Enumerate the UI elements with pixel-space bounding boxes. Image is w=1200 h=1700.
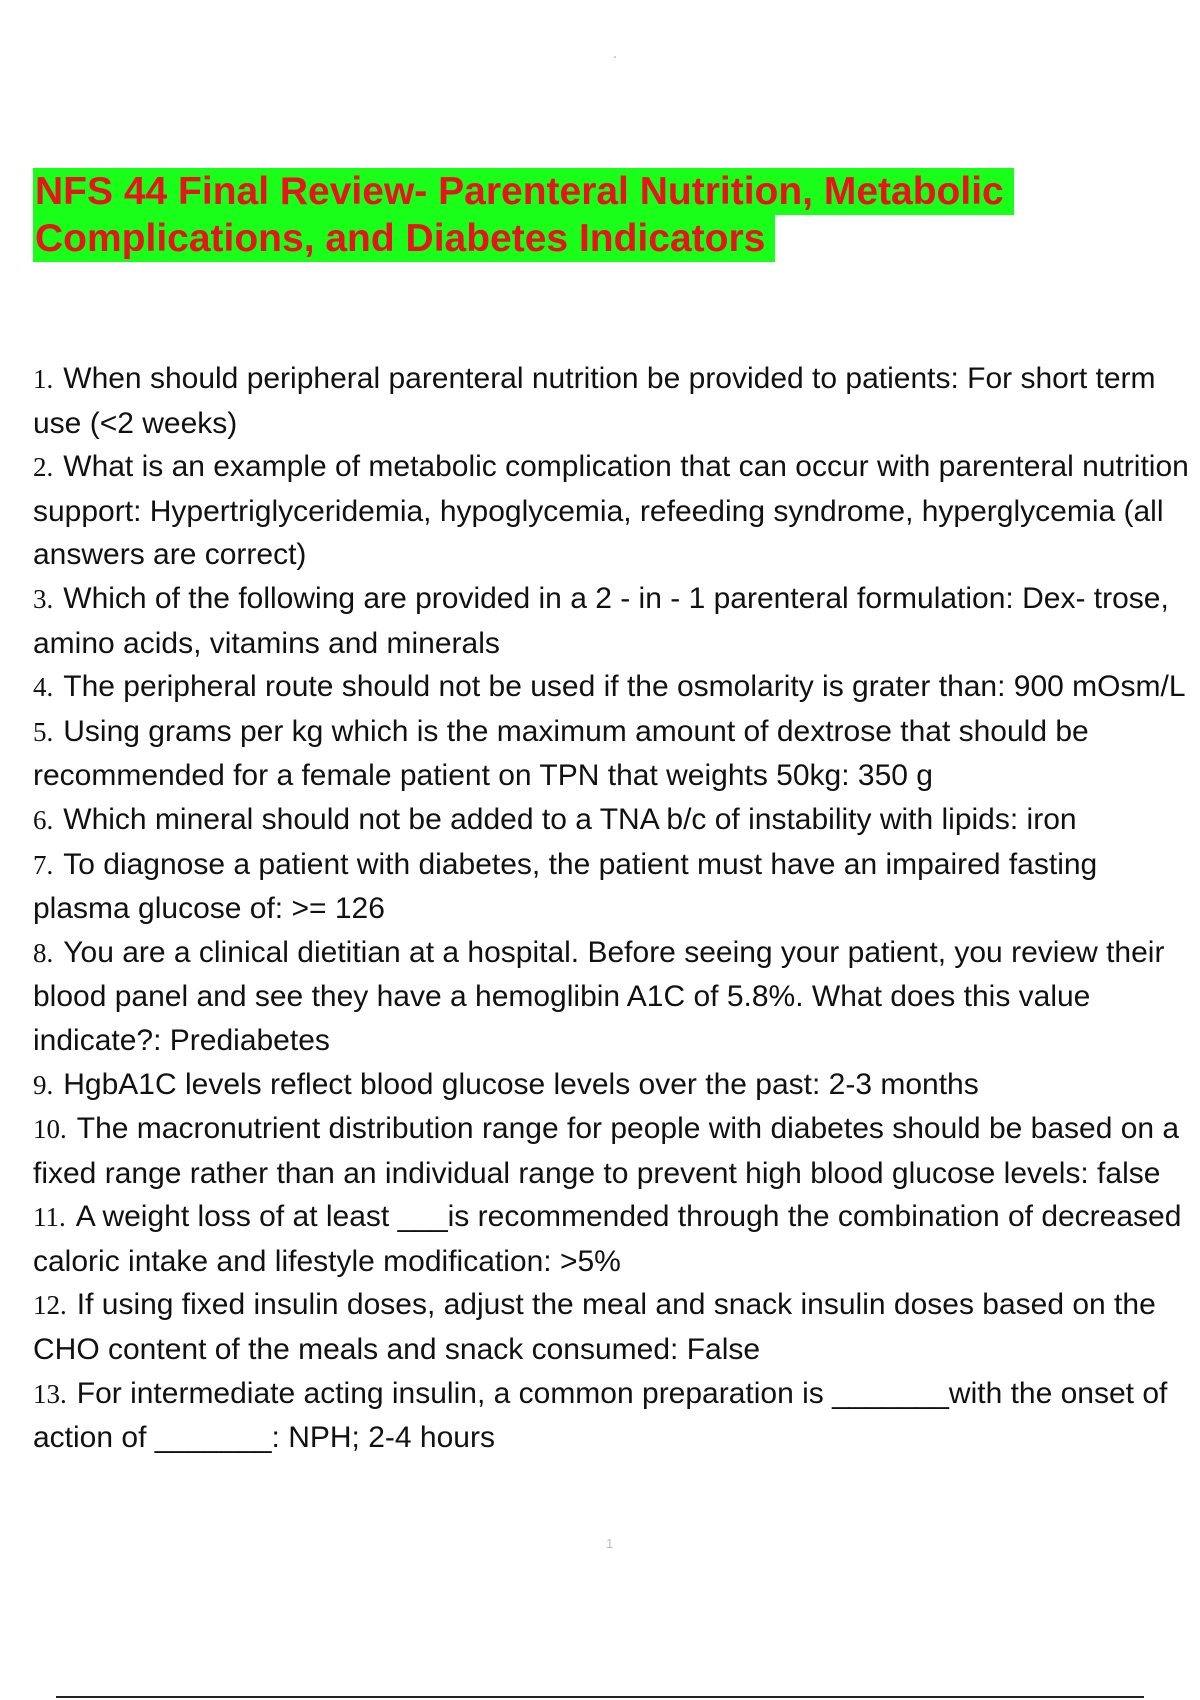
question-item [33,843,1193,931]
question-number: 10. [33,1114,67,1145]
question-text: Which mineral should not be added to a TNA b/c of instability with lipids: [63,802,1019,836]
question-answer: Hypertriglyceridemia, hypoglycemia, refeeding syndrome, hyperglycemia (all answers are correct) [33,494,1164,572]
question-number: 9. [33,1069,54,1100]
question-number: 7. [33,849,54,880]
bottom-rule [56,1696,1144,1698]
question-answer: false [1097,1156,1161,1190]
question-text: What is an example of metabolic complication that can occur with parenteral nutrition support: [33,450,1189,528]
question-text: For intermediate acting insulin, a common preparation is _______with the onset of action of _______: [33,1376,1168,1455]
question-item [33,577,1193,665]
question-item [33,665,1193,710]
question-text: Using grams per kg which is the maximum amount of dextrose that should be recommended for a female patient on TPN that weights 50kg: [33,714,1089,793]
question-text: The macronutrient distribution range for people with diabetes should be based on a fixed range rather than an individual range to prevent high blood glucose levels: [33,1112,1180,1190]
document-title [33,168,1014,262]
question-text: The peripheral route should not be used if the osmolarity is grater than: [63,670,1006,704]
question-answer: >= 126 [291,892,385,926]
question-number: 3. [33,583,54,614]
question-answer: >5% [559,1244,621,1278]
question-text: When should peripheral parenteral nutrition be provided to patients: [63,362,959,395]
question-item [33,357,1193,445]
question-answer: NPH; 2-4 hours [288,1421,495,1455]
question-item [33,1063,1193,1108]
question-number: 1. [33,364,54,394]
page-number: 1 [606,1536,614,1551]
question-item [33,1195,1193,1283]
question-text: A weight loss of at least ___is recommended through the combination of decreased caloric intake and lifestyle modification: [33,1200,1182,1278]
question-item [33,1283,1193,1371]
question-number: 4. [33,672,54,703]
question-text: You are a clinical dietitian at a hospital. Before seeing your patient, you review their blood panel and see they have a hemoglibin A1C of 5.8%. What does this value indicate?: [33,935,1165,1057]
question-answer: 350 g [857,759,933,793]
question-text: HgbA1C levels reflect blood glucose levels over the past: [63,1067,821,1101]
question-number: 8. [33,937,54,968]
question-item [33,1107,1193,1195]
question-text: To diagnose a patient with diabetes, the patient must have an impaired fasting plasma glucose of: [33,847,1098,926]
question-answer: 2-3 months [828,1067,979,1101]
question-answer: False [686,1333,761,1367]
question-number: 11. [33,1202,66,1233]
question-text: Which of the following are provided in a 2 - in - 1 parenteral formulation: [63,581,1014,615]
question-answer: Prediabetes [169,1023,330,1057]
scan-artifact-dot [614,56,616,58]
question-list [33,357,1193,1460]
question-number: 13. [33,1378,67,1409]
question-answer: iron [1026,802,1077,836]
question-number: 6. [33,804,54,835]
question-answer: Dex- trose, amino acids, vitamins and minerals [33,581,1169,660]
question-answer: 900 mOsm/L [1013,670,1186,704]
question-answer: For short term use (<2 weeks) [33,362,1156,440]
question-item [33,1372,1193,1460]
question-item [33,931,1193,1063]
question-item [33,710,1193,798]
question-number: 2. [33,452,54,483]
question-item [33,798,1193,843]
question-number: 12. [33,1290,67,1321]
title-line-2: Complications, and Diabetes Indicators [33,215,775,262]
question-item [33,445,1193,577]
question-text: If using fixed insulin doses, adjust the meal and snack insulin doses based on the CHO content of the meals and snack consumed: [33,1288,1156,1367]
title-line-1: NFS 44 Final Review- Parenteral Nutrition, Metabolic [33,168,1014,215]
question-number: 5. [33,716,54,747]
